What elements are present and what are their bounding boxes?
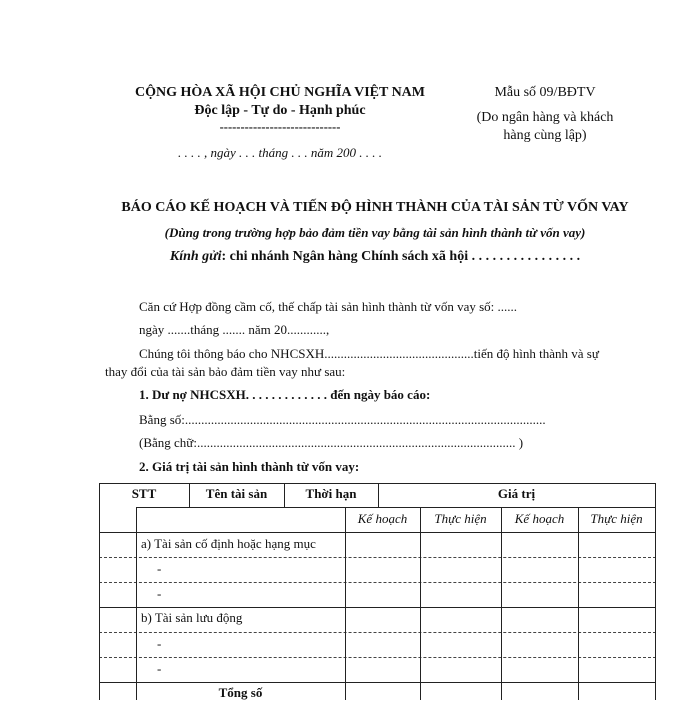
table-row: - [157,636,162,651]
country-name: CỘNG HÒA XÃ HỘI CHỦ NGHĨA VIỆT NAM [134,85,425,100]
header-divider: ----------------------------- [219,120,341,134]
date-line: . . . . , ngày . . . tháng . . . năm 200 . . . . [177,145,383,160]
total-row-label: Tổng số [218,685,263,700]
table-row: a) Tài sản cố định hoặc hạng mục [141,536,316,551]
table-row: - [157,586,162,601]
table-row: - [157,661,162,676]
addressee-label: Kính gửi [169,249,222,264]
header-term: Thời hạn [305,486,357,501]
subheader-plan-2: Kế hoạch [514,511,565,526]
subheader-actual-2: Thực hiện [590,511,643,526]
header-asset-name: Tên tài sản [205,486,268,501]
document-title: BÁO CÁO KẾ HOẠCH VÀ TIẾN ĐỘ HÌNH THÀNH CỦA TÀI SẢN TỪ VỐN VAY [121,200,629,215]
section1-title: 1. Dư nợ NHCSXH. . . . . . . . . . . . . đến ngày báo cáo: [139,387,431,402]
form-number: Mẫu số 09/BĐTV [494,85,596,100]
addressee-text: : chi nhánh Ngân hàng Chính sách xã hội . . . . . . . . . . . . . . . . [221,249,581,264]
amount-in-words: (Bằng chữ:.................................................................................................. ) [139,435,524,450]
header-value: Giá trị [497,486,536,501]
document-subtitle: (Dùng trong trường hợp bảo đảm tiền vay bằng tài sản hình thành từ vốn vay) [164,225,586,240]
national-motto: Độc lập - Tự do - Hạnh phúc [194,103,366,118]
subheader-actual-1: Thực hiện [434,511,487,526]
table-row: b) Tài sản lưu động [141,610,243,625]
contract-reference-line2: ngày .......tháng ....... năm 20............, [139,322,330,337]
contract-reference-line1: Căn cứ Hợp đồng cầm cố, thế chấp tài sản hình thành từ vốn vay số: ...... [139,299,518,314]
table-row: - [157,561,162,576]
addressee-line [0,249,700,265]
section2-title: 2. Giá trị tài sản hình thành từ vốn vay: [139,459,360,474]
header-stt: STT [131,486,157,501]
form-note-line2: hàng cùng lập) [503,128,587,143]
notice-line2: thay đổi của tài sản bảo đảm tiền vay như sau: [105,364,346,379]
subheader-plan-1: Kế hoạch [357,511,408,526]
notice-line1: Chúng tôi thông báo cho NHCSXH..............................................tiến độ hình thành và sự [139,346,599,361]
form-note-line1: (Do ngân hàng và khách [476,110,614,125]
amount-in-numbers: Bằng số:............................................................................................................... [139,412,546,427]
